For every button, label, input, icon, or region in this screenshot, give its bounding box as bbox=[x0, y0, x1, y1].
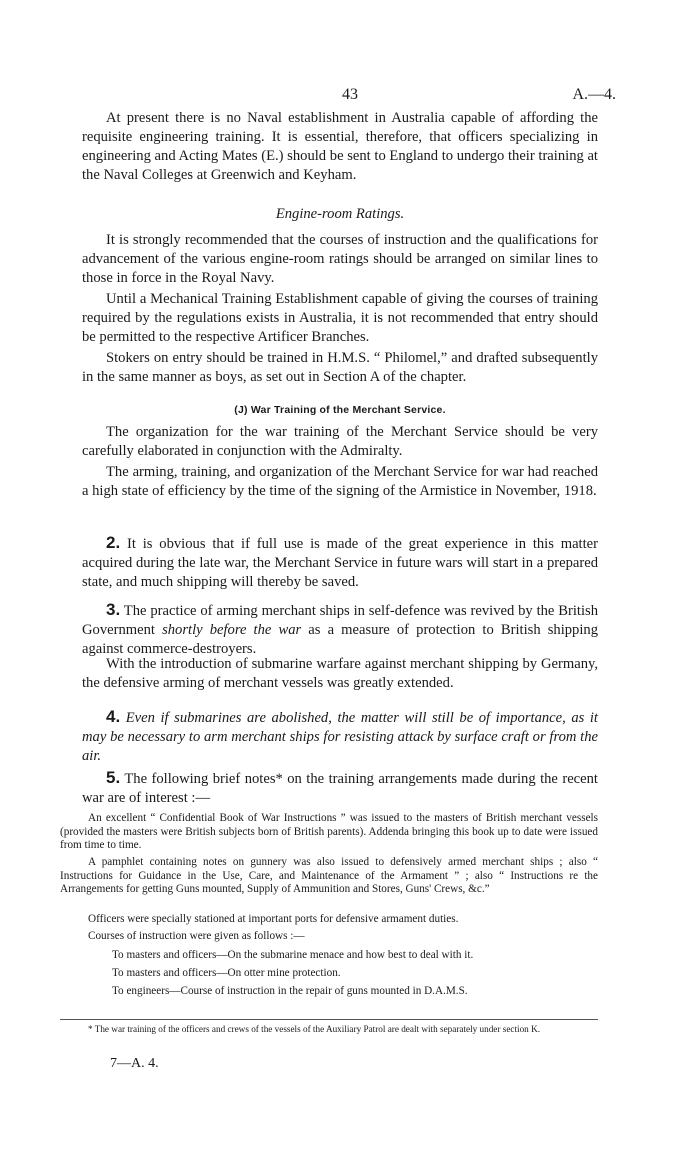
paragraph-text: Even if submarines are abolished, the matter will still be of importance, as it may be necessary to arm merchant ships for resisting attack by surface craft or from the air. bbox=[82, 710, 598, 764]
note-course-engineers: To engineers—Course of instruction in the repair of guns mounted in D.A.M.S. bbox=[112, 985, 468, 997]
engine-room-paragraph-2: Until a Mechanical Training Establishment capable of giving the courses of training required by the regulations exists in Australia, it is not recommended that entry should be permitted to the respective Artificer Branches. bbox=[82, 291, 598, 345]
note-courses-intro: Courses of instruction were given as follows :— bbox=[88, 930, 305, 942]
merchant-paragraph-2: The arming, training, and organization of the Merchant Service for war had reached a high state of efficiency by the time of the signing of the Armistice in November, 1918. bbox=[82, 464, 598, 499]
document-reference: A.—4. bbox=[572, 86, 616, 103]
merchant-paragraph-3-numbered bbox=[82, 600, 598, 659]
note-pamphlet: A pamphlet containing notes on gunnery was also issued to defensively armed merchant ships ; also “ Instructions for Guidance in the Use, Care, and Maintenance of the Armament ” ; also “ Instructions re the Arrangements for getting Guns mounted, Supply of Ammunition and Stores, Guns' Crews, &c.” bbox=[60, 856, 598, 896]
merchant-paragraph-2-numbered bbox=[82, 533, 598, 592]
engine-room-paragraph-3: Stokers on entry should be trained in H.M.S. “ Philomel,” and drafted subsequently in the same manner as boys, as set out in Section A of the chapter. bbox=[82, 350, 598, 385]
merchant-section-heading: (J) War Training of the Merchant Service. bbox=[234, 404, 446, 416]
paragraph-number: 4. bbox=[106, 707, 121, 726]
intro-paragraph: At present there is no Naval establishment in Australia capable of affording the requisite engineering training. It is essential, therefore, that officers specializing in engineering and Acting Mates (E.) should be sent to England to undergo their training at the Naval Colleges at Greenwich and Keyham. bbox=[82, 110, 598, 183]
paragraph-text-italic: shortly before the war bbox=[162, 622, 302, 638]
merchant-paragraph-1: The organization for the war training of the Merchant Service should be very carefully elaborated in conjunction with the Admiralty. bbox=[82, 424, 598, 459]
paragraph-number: 2. bbox=[106, 533, 121, 552]
note-officers-stationed: Officers were specially stationed at important ports for defensive armament duties. bbox=[88, 913, 459, 925]
page-number: 43 bbox=[342, 86, 358, 103]
merchant-paragraph-5-numbered bbox=[82, 768, 598, 808]
paragraph-text: The following brief notes* on the training arrangements made during the recent war are of interest :— bbox=[82, 771, 598, 806]
engine-room-heading: Engine-room Ratings. bbox=[275, 206, 405, 222]
paragraph-number: 3. bbox=[106, 600, 121, 619]
merchant-paragraph-4-numbered bbox=[82, 707, 598, 766]
paragraph-text-c: as a measure of protection to British shipping against commerce-destroyers. bbox=[82, 622, 598, 657]
footnote-divider bbox=[60, 1019, 598, 1020]
merchant-paragraph-submarine: With the introduction of submarine warfare against merchant shipping by Germany, the defensive arming of merchant vessels was greatly extended. bbox=[82, 656, 598, 691]
paragraph-text-a: The practice of arming merchant ships in self-defence was revived by the British Government bbox=[82, 603, 599, 638]
note-course-otter-mine: To masters and officers—On otter mine protection. bbox=[112, 967, 341, 979]
page-signature: 7—A. 4. bbox=[110, 1056, 159, 1071]
note-confidential-book: An excellent “ Confidential Book of War Instructions ” was issued to the masters of British merchant vessels (provided the masters were British subjects born of British parents). Addenda bringing this book up to date were issued from time to time. bbox=[60, 812, 598, 852]
paragraph-number: 5. bbox=[106, 768, 121, 787]
footnote: * The war training of the officers and crews of the vessels of the Auxiliary Patrol are dealt with separately under section K. bbox=[88, 1024, 540, 1034]
engine-room-paragraph-1: It is strongly recommended that the courses of instruction and the qualifications for advancement of the various engine-room ratings should be arranged on similar lines to those in force in the Royal Navy. bbox=[82, 232, 598, 286]
note-course-submarine: To masters and officers—On the submarine menace and how best to deal with it. bbox=[112, 949, 474, 961]
paragraph-text: It is obvious that if full use is made of the great experience in this matter acquired during the late war, the Merchant Service in future wars will start in a prepared state, and much shipping will thereby be saved. bbox=[82, 536, 598, 590]
